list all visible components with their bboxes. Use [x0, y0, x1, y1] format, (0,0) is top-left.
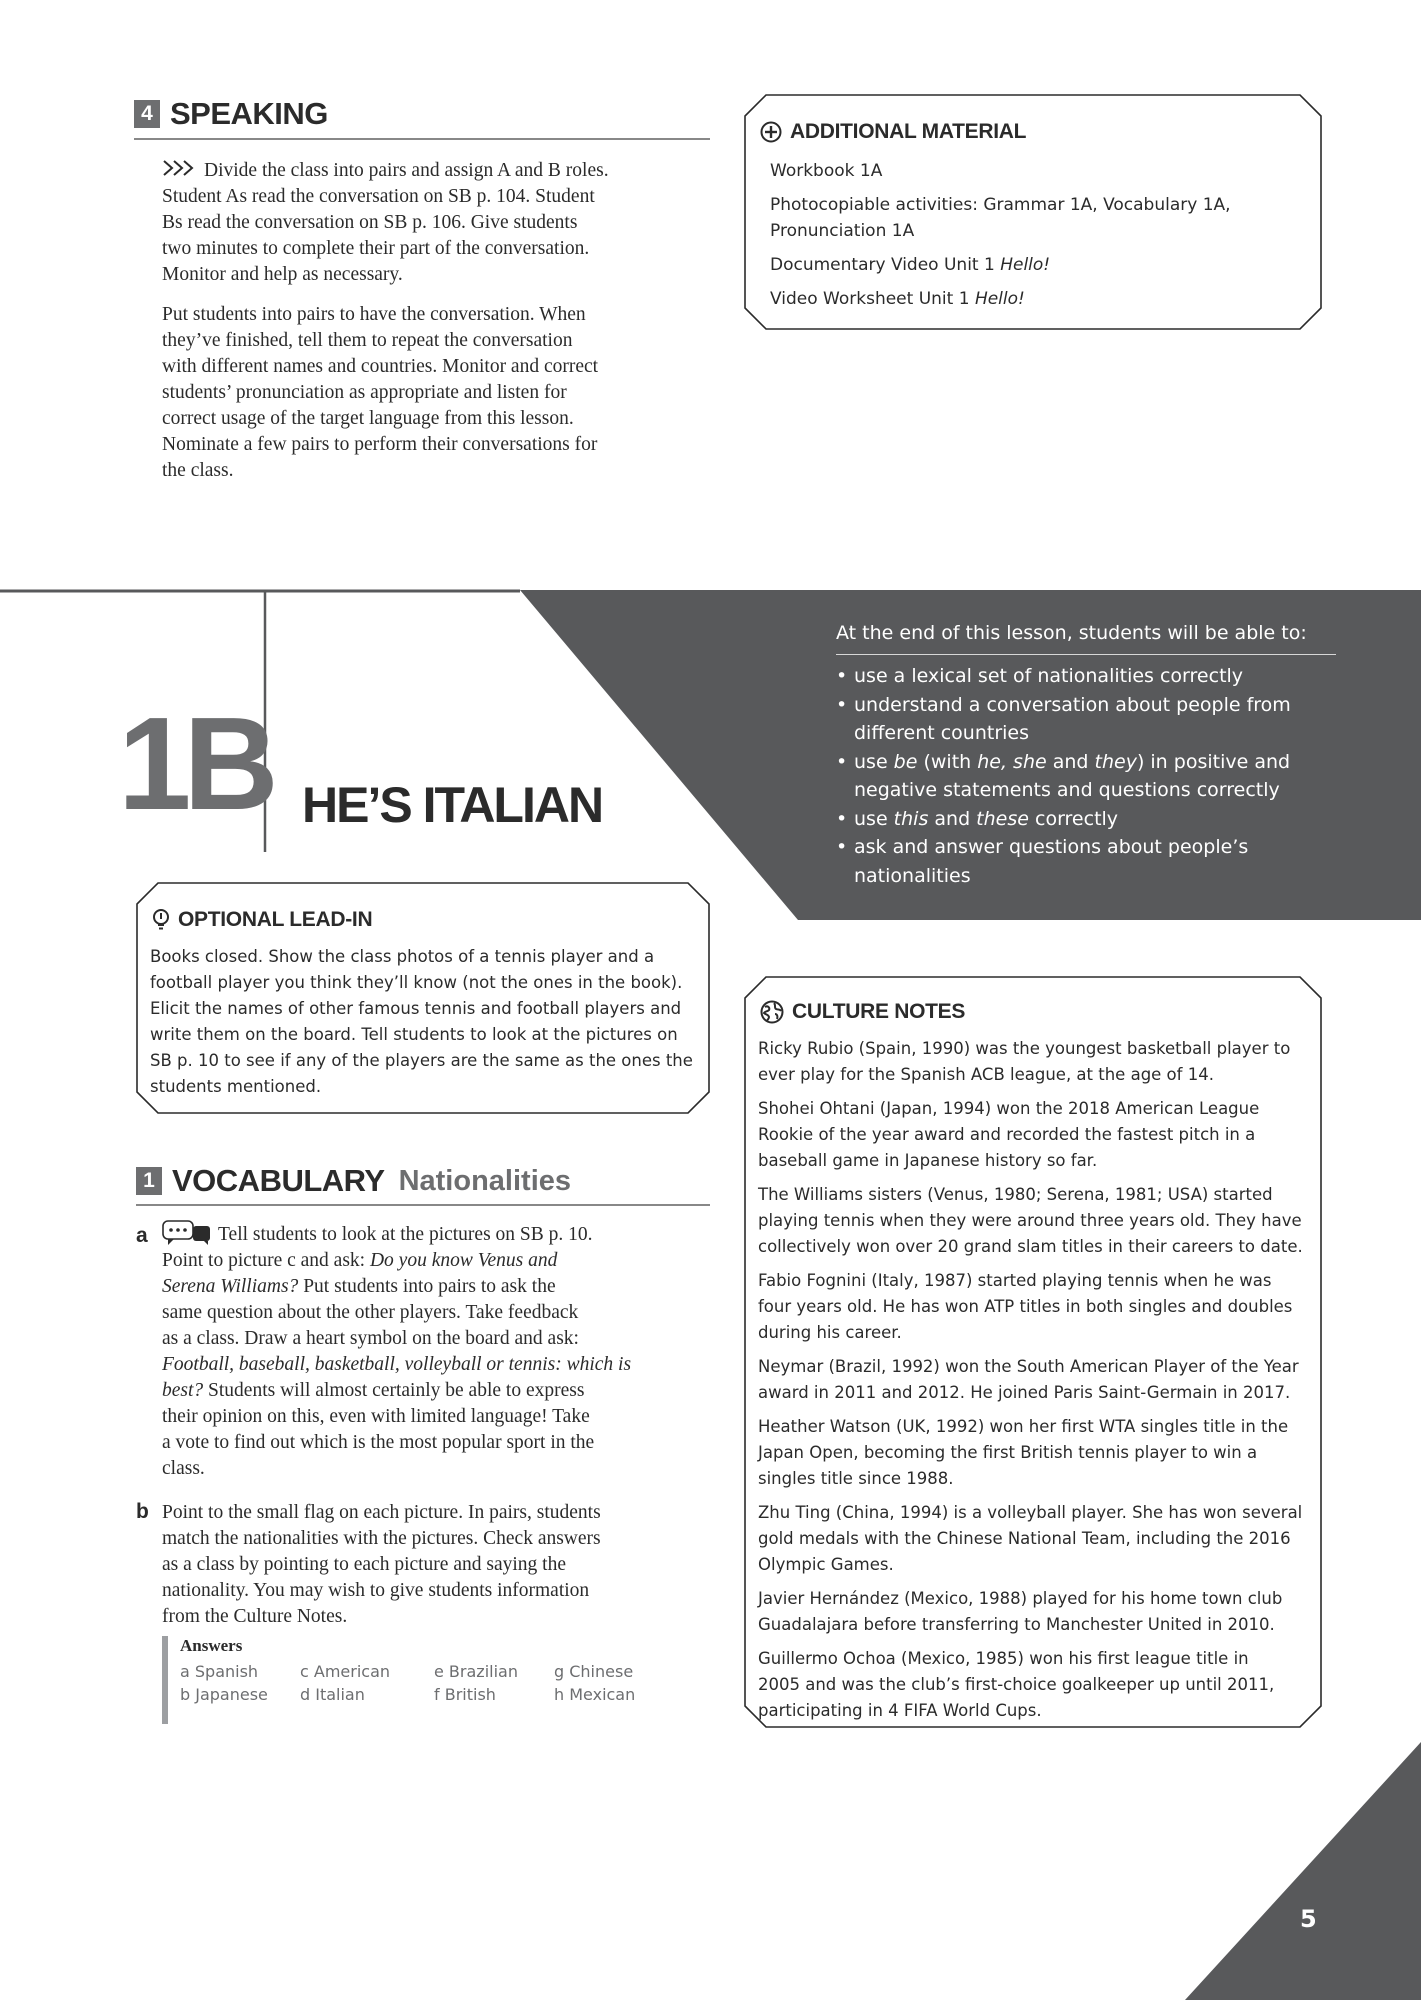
box-heading — [760, 1000, 965, 1024]
text-line: same question about the other players. Take feedback — [162, 1302, 579, 1323]
text-line: football player you think they’ll know (not the ones in the book). — [150, 973, 683, 992]
text-line: 2005 and was the club’s first-choice goalkeeper up until 2011, — [758, 1675, 1275, 1694]
text-line: Elicit the names of other famous tennis and football players and — [150, 999, 682, 1018]
answer-item: a Spanish — [180, 1662, 259, 1681]
answers-grid — [180, 1660, 664, 1706]
answers-panel — [162, 1636, 664, 1724]
line-text: Put students into pairs to ask the — [298, 1276, 556, 1297]
objective-text: and — [928, 807, 977, 830]
objective-italic: be — [893, 750, 918, 773]
text-line: Point to the small flag on each picture. In pairs, students — [162, 1502, 601, 1523]
text-line: Rookie of the year award and recorded the fastest pitch in a — [758, 1125, 1256, 1144]
text-line: Put students into pairs to have the conversation. When — [162, 304, 586, 325]
box-title: CULTURE NOTES — [792, 1000, 966, 1023]
lead-in-box — [136, 882, 710, 1114]
text-line: playing tennis when they were around three years old. They have — [758, 1211, 1302, 1230]
culture-notes-box — [744, 976, 1322, 1728]
text-line: during his career. — [758, 1323, 902, 1342]
vocabulary-item-b — [162, 1500, 722, 1630]
text-line: singles title since 1988. — [758, 1469, 954, 1488]
text-line: they’ve finished, tell them to repeat the conversation — [162, 330, 573, 351]
text-line: Nominate a few pairs to perform their conversations for — [162, 434, 598, 455]
answer-item: d Italian — [300, 1685, 365, 1704]
text-line: as a class. Draw a heart symbol on the board and ask: — [162, 1328, 579, 1349]
section-title: VOCABULARY — [172, 1163, 385, 1198]
culture-notes-text — [758, 1036, 1314, 1724]
text-line: baseball game in Japanese history so far. — [758, 1151, 1098, 1170]
text-line: Japan Open, becoming the first British tennis player to win a — [758, 1443, 1258, 1462]
text-line — [162, 1248, 722, 1274]
objective-text: use — [854, 807, 894, 830]
section-number: 1 — [136, 1167, 162, 1195]
globe-icon — [760, 1000, 784, 1024]
text-line: Guillermo Ochoa (Mexico, 1985) won his first league title in — [758, 1649, 1249, 1668]
text-line: class. — [162, 1458, 205, 1479]
line-italic: Do you know Venus and — [369, 1250, 558, 1271]
lead-in-text — [150, 944, 698, 1100]
text-line: students mentioned. — [150, 1077, 322, 1096]
section-subtitle: Nationalities — [398, 1164, 572, 1197]
line-italic: best? — [162, 1380, 204, 1401]
text-line: from the Culture Notes. — [162, 1606, 348, 1627]
objective-italic: this — [893, 807, 929, 830]
text-line: match the nationalities with the pictures. Check answers — [162, 1528, 601, 1549]
objectives-list — [836, 662, 1324, 890]
text-line: with different names and countries. Monitor and correct — [162, 356, 599, 377]
text-line: nationality. You may wish to give students information — [162, 1580, 590, 1601]
lesson-code: 1B — [118, 690, 271, 837]
text-line: a vote to find out which is the most popular sport in the — [162, 1432, 595, 1453]
objective-item: • understand a conversation about people from different countries — [836, 691, 1324, 748]
text-line — [162, 1274, 722, 1300]
page-number: 5 — [1300, 1905, 1317, 1933]
answers-title: Answers — [180, 1636, 243, 1655]
text-line: Ricky Rubio (Spain, 1990) was the youngest basketball player to — [758, 1039, 1291, 1058]
text-line: their opinion on this, even with limited language! Take — [162, 1406, 590, 1427]
text-line: Guadalajara before transferring to Manchester United in 2010. — [758, 1615, 1275, 1634]
text-line: correct usage of the target language from this lesson. — [162, 408, 574, 429]
answer-item: h Mexican — [554, 1685, 636, 1704]
line-italic: Football, baseball, basketball, volleyball or tennis: which is — [162, 1354, 632, 1375]
text-line: students’ pronunciation as appropriate and listen for — [162, 382, 567, 403]
text-line: Tell students to look at the pictures on SB p. 10. — [218, 1224, 593, 1245]
text-line: write them on the board. Tell students to look at the pictures on — [150, 1025, 678, 1044]
item-letter-a: a — [136, 1224, 148, 1247]
text-line: participating in 4 FIFA World Cups. — [758, 1701, 1042, 1720]
text-line: The Williams sisters (Venus, 1980; Serena, 1981; USA) started — [758, 1185, 1273, 1204]
answer-item: g Chinese — [554, 1662, 634, 1681]
text-line: four years old. He has won ATP titles in both singles and doubles — [758, 1297, 1293, 1316]
text-line: ever play for the Spanish ACB league, at the age of 14. — [758, 1065, 1214, 1084]
line-text: Video Worksheet Unit 1 — [770, 289, 975, 309]
text-line: Fabio Fognini (Italy, 1987) started playing tennis when he was — [758, 1271, 1272, 1290]
objective-text: (with — [917, 750, 978, 773]
text-line: Bs read the conversation on SB p. 106. Give students — [162, 212, 578, 233]
objective-italic: they — [1094, 750, 1137, 773]
text-line: Divide the class into pairs and assign A and B roles. — [204, 160, 609, 181]
objectives-heading: At the end of this lesson, students will be able to: — [836, 622, 1307, 644]
text-line: Heather Watson (UK, 1992) won her first WTA singles title in the — [758, 1417, 1289, 1436]
objective-text: ) in positive and negative statements and questions correctly — [854, 750, 1291, 801]
objective-text: and — [1046, 750, 1095, 773]
objective-item — [836, 805, 1324, 834]
text-line: Shohei Ohtani (Japan, 1994) won the 2018 American League — [758, 1099, 1260, 1118]
answer-item: e Brazilian — [434, 1662, 518, 1681]
answer-item: b Japanese — [180, 1685, 268, 1704]
objective-text: use — [854, 750, 894, 773]
text-line: SB p. 10 to see if any of the players are the same as the ones the — [150, 1051, 693, 1070]
text-line: Books closed. Show the class photos of a tennis player and a — [150, 947, 655, 966]
objective-italic: these — [976, 807, 1029, 830]
text-line: Monitor and help as necessary. — [162, 264, 403, 285]
objective-text: correctly — [1028, 807, 1119, 830]
text-line: award in 2011 and 2012. He joined Paris Saint-Germain in 2017. — [758, 1383, 1291, 1402]
line-italic: Serena Williams? — [162, 1276, 299, 1297]
text-line: two minutes to complete their part of the conversation. — [162, 238, 590, 259]
vocabulary-item-a — [162, 1222, 722, 1482]
photocopiable-line: Pronunciation 1A — [770, 221, 915, 241]
section-number: 4 — [134, 100, 160, 128]
objective-item: • use a lexical set of nationalities correctly — [836, 662, 1324, 691]
vocabulary-heading — [136, 1163, 571, 1199]
text-line: the class. — [162, 460, 234, 481]
objective-item — [836, 748, 1324, 805]
box-title: ADDITIONAL MATERIAL — [790, 120, 1027, 143]
text-line — [162, 1352, 722, 1378]
photocopiable-line: Photocopiable activities: Grammar 1A, Vocabulary 1A, — [770, 195, 1231, 215]
answer-item: f British — [434, 1685, 496, 1704]
line-text: Students will almost certainly be able to express — [203, 1380, 585, 1401]
lesson-title: HE’S ITALIAN — [302, 777, 603, 833]
item-letter-b: b — [136, 1500, 149, 1523]
workbook-line: Workbook 1A — [770, 161, 883, 181]
section-rule — [136, 1204, 710, 1206]
text-line: Olympic Games. — [758, 1555, 894, 1574]
text-line — [162, 1378, 722, 1404]
text-line: Javier Hernández (Mexico, 1988) played for his home town club — [758, 1589, 1283, 1608]
text-line: Neymar (Brazil, 1992) won the South American Player of the Year — [758, 1357, 1299, 1376]
line-text: Point to picture c and ask: — [162, 1250, 370, 1271]
text-line: Student As read the conversation on SB p. 104. Student — [162, 186, 595, 207]
box-heading — [152, 908, 372, 932]
text-line: collectively won over 20 grand slam titles in their careers to date. — [758, 1237, 1303, 1256]
lightbulb-icon — [152, 909, 170, 931]
section-title: SPEAKING — [170, 96, 328, 131]
answer-item: c American — [300, 1662, 391, 1681]
line-italic: Hello! — [974, 289, 1025, 309]
line-italic: Hello! — [1000, 255, 1051, 275]
objective-italic: he, she — [977, 750, 1047, 773]
objective-item: • ask and answer questions about people’s nationalities — [836, 833, 1324, 890]
line-text: Documentary Video Unit 1 — [770, 255, 1001, 275]
text-line: gold medals with the Chinese National Team, including the 2016 — [758, 1529, 1291, 1548]
text-line: as a class by pointing to each picture and saying the — [162, 1554, 566, 1575]
box-title: OPTIONAL LEAD-IN — [178, 908, 373, 931]
text-line: Zhu Ting (China, 1994) is a volleyball player. She has won several — [758, 1503, 1303, 1522]
objectives-rule — [836, 654, 1336, 655]
